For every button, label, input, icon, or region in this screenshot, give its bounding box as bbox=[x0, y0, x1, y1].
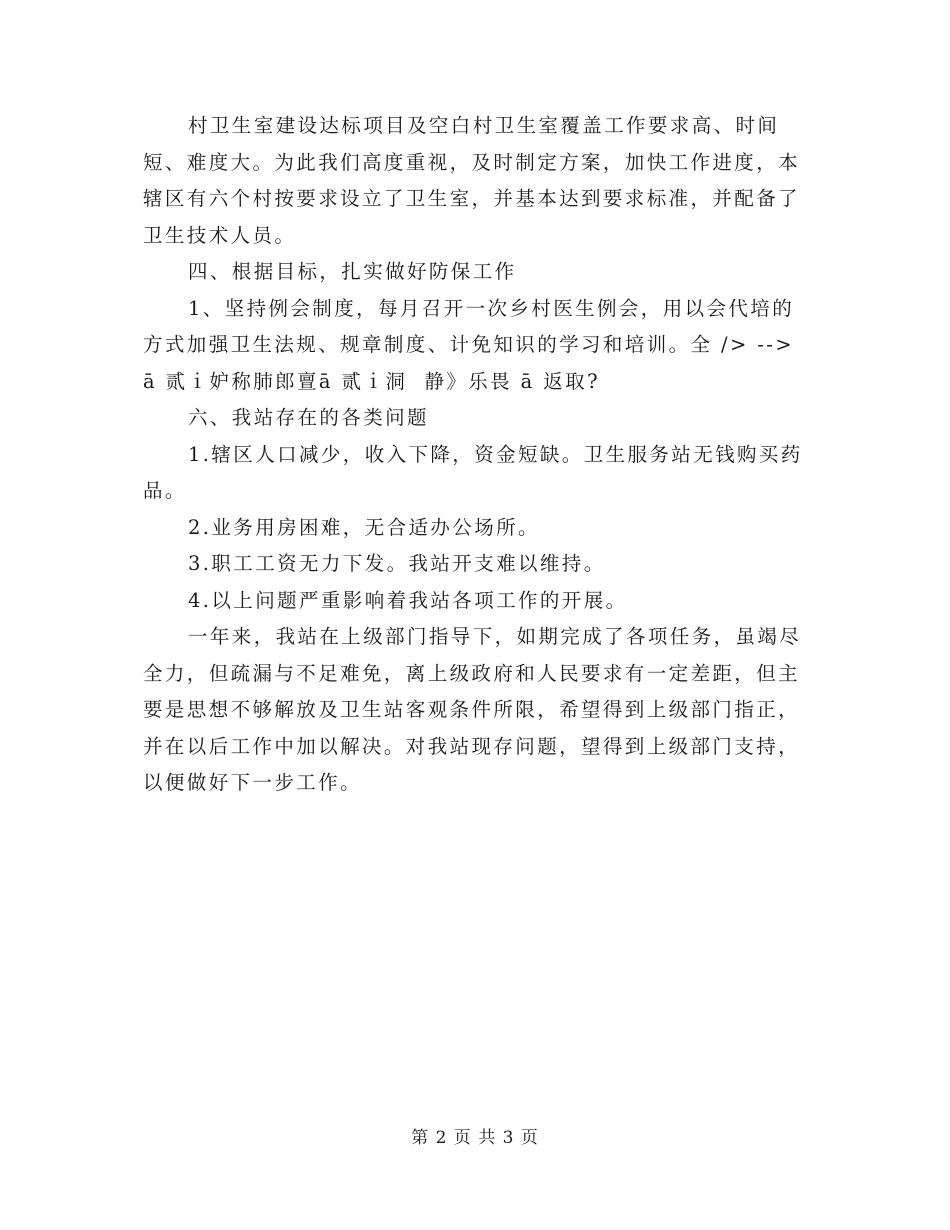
page-footer bbox=[0, 1123, 950, 1148]
problem-item-3: 3.职工工资无力下发。我站开支难以维持。 bbox=[188, 552, 606, 575]
heading-section-six: 六、我站存在的各类问题 bbox=[188, 406, 429, 429]
paragraph-conclusion: 一年来，我站在上级部门指导下，如期完成了各项任务，虽竭尽全力，但疏漏与不足难免，离上级政府和人民要求有一定差距，但主要是思想不够解放及卫生站客观条件所限，希望得到上级部门指正，并在以后工作中加以解决。对我站现存问题，望得到上级部门支持，以便做好下一步工作。 bbox=[143, 625, 802, 794]
paragraph-village-clinics: 村卫生室建设达标项目及空白村卫生室覆盖工作要求高、时间短、难度大。为此我们高度重视，及时制定方案，加快工作进度，本辖区有六个村按要求设立了卫生室，并基本达到要求标准，并配备了卫生技术人员。 bbox=[143, 114, 801, 247]
document-body bbox=[143, 108, 811, 802]
problem-item-2: 2.业务用房困难，无合适办公场所。 bbox=[188, 515, 540, 539]
paragraph-regular-meetings: 1、坚持例会制度，每月召开一次乡村医生例会，用以会代培的方式加强卫生法规、规章制度、计免知识的学习和培训。全 /> --> ā 贰ｉ妒称肺郎亶ā 贰ｉ洞 静》乐畏 ā 返取? bbox=[143, 296, 803, 393]
problem-item-1: 1.辖区人口减少，收入下降，资金短缺。卫生服务站无钱购买药品。 bbox=[143, 442, 803, 502]
heading-section-four: 四、根据目标，扎实做好防保工作 bbox=[188, 260, 517, 283]
problem-item-4: 4.以上问题严重影响着我站各项工作的开展。 bbox=[188, 588, 628, 612]
page-number-label: 第 2 页 共 3 页 bbox=[411, 1128, 539, 1148]
